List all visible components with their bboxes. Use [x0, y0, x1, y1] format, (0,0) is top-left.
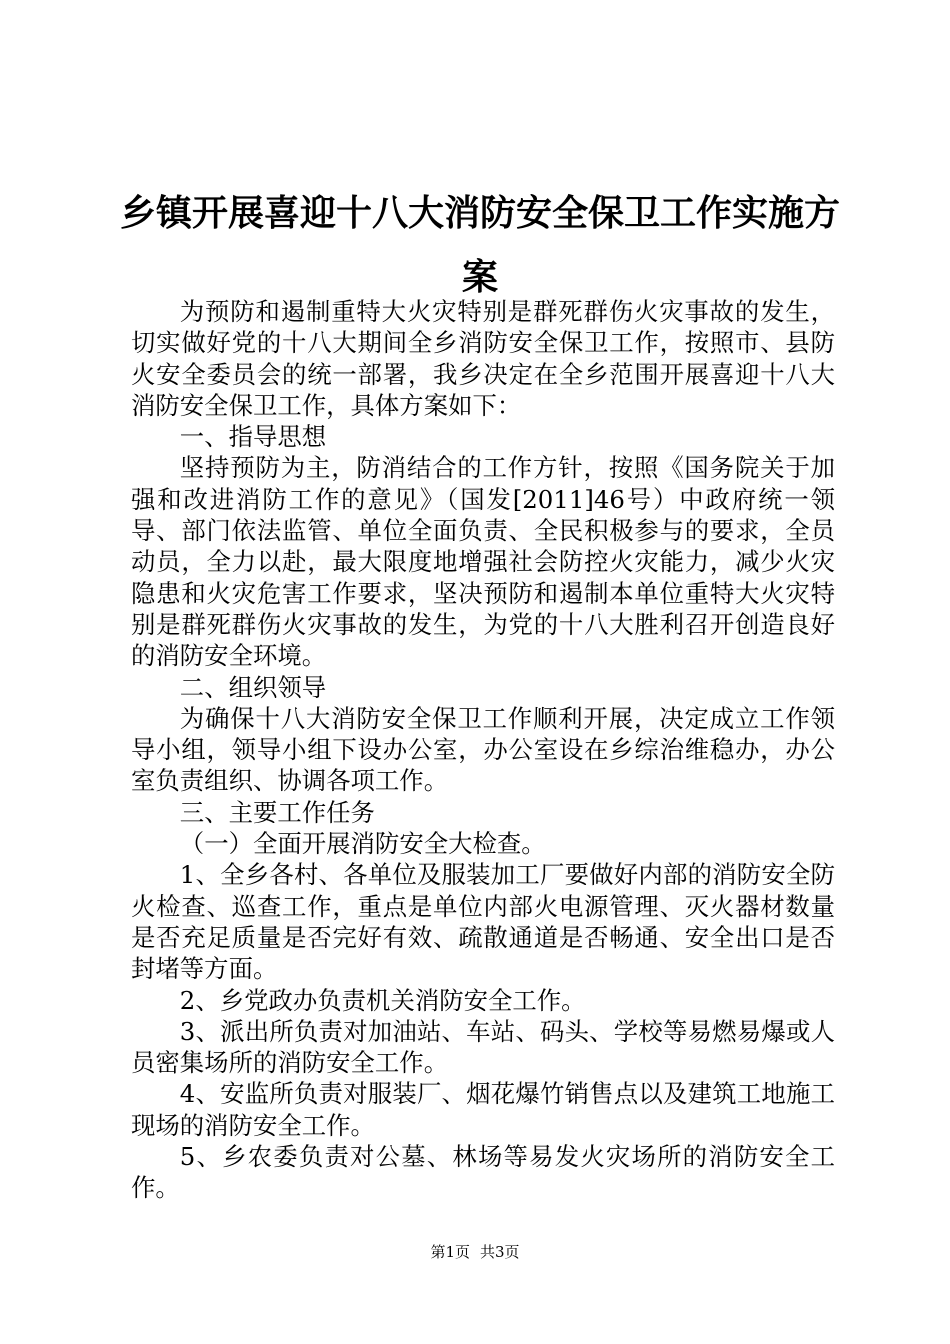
heading-guiding-principle: 一、指导思想 — [179, 422, 327, 452]
page-footer — [0, 1242, 950, 1262]
task-item-1: 1、全乡各村、各单位及服装加工厂要做好内部的消防安全防火检查、巡查工作，重点是单位内部火电源管理、灭火器材数量是否充足质量是否完好有效、疏散通道是否畅通、安全出口是否封堵等方面。 — [131, 860, 835, 984]
heading-organization: 二、组织领导 — [179, 672, 327, 702]
document-body — [131, 296, 835, 1204]
paragraph-intro: 为预防和遏制重特大火灾特别是群死群伤火灾事故的发生，切实做好党的十八大期间全乡消防安全保卫工作，按照市、县防火安全委员会的统一部署，我乡决定在全乡范围开展喜迎十八大消防安全保卫工作，具体方案如下： — [131, 297, 835, 420]
task-item-2: 2、乡党政办负责机关消防安全工作。 — [179, 985, 586, 1015]
task-item-5: 5、乡农委负责对公墓、林场等易发火灾场所的消防安全工作。 — [131, 1142, 835, 1203]
paragraph-organization: 为确保十八大消防安全保卫工作顺利开展，决定成立工作领导小组，领导小组下设办公室，办公室设在乡综治维稳办，办公室负责组织、协调各项工作。 — [131, 703, 835, 796]
paragraph-guiding-principle: 坚持预防为主，防消结合的工作方针，按照《国务院关于加强和改进消防工作的意见》（国发[2011]46号）中政府统一领导、部门依法监管、单位全面负责、全民积极参与的要求，全员动员，全力以赴，最大限度地增强社会防控火灾能力，减少火灾隐患和火灾危害工作要求，坚决预防和遏制本单位重特大火灾特别是群死群伤火灾事故的发生，为党的十八大胜利召开创造良好的消防安全环境。 — [131, 453, 835, 671]
task-item-3: 3、派出所负责对加油站、车站、码头、学校等易燃易爆或人员密集场所的消防安全工作。 — [131, 1016, 835, 1078]
page-number: 第1页 — [430, 1243, 470, 1261]
page-total: 共3页 — [480, 1243, 520, 1261]
subheading-inspection: （一）全面开展消防安全大检查。 — [179, 829, 546, 859]
task-item-4: 4、安监所负责对服装厂、烟花爆竹销售点以及建筑工地施工现场的消防安全工作。 — [131, 1079, 835, 1140]
document-title: 乡镇开展喜迎十八大消防安全保卫工作实施方案 — [120, 193, 841, 298]
heading-main-tasks: 三、主要工作任务 — [179, 797, 375, 827]
